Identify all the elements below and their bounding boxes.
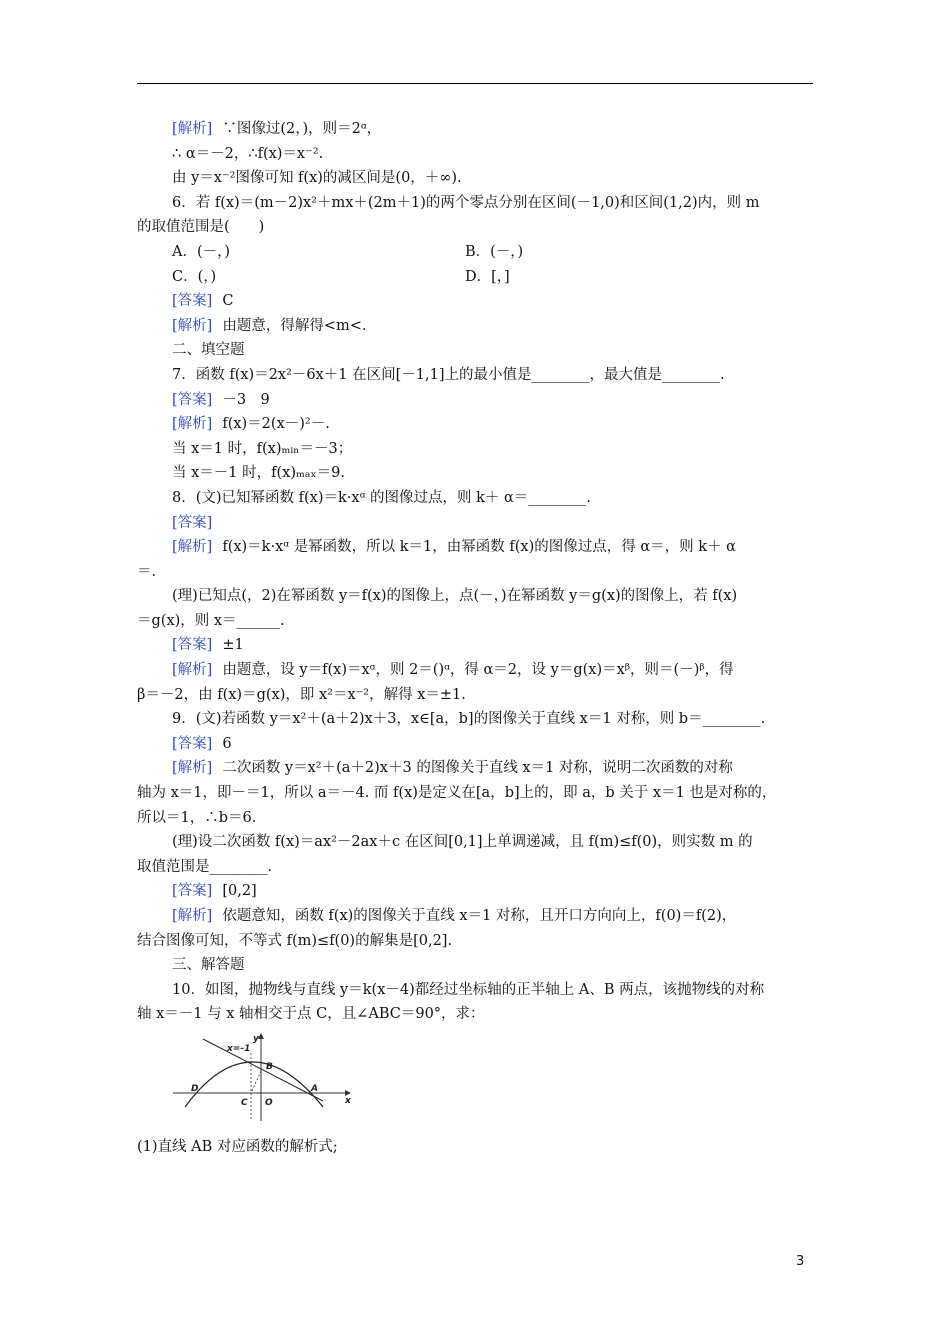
text-block-1 xyxy=(137,117,817,240)
line-text: 由 y＝x⁻²图像可知 f(x)的减区间是(0，＋∞). xyxy=(172,170,462,187)
line-text: 当 x＝1 时，f(x)ₘᵢₙ＝－3； xyxy=(172,440,353,457)
line-text: －3 9 xyxy=(222,391,270,408)
line-text: (理)已知点(，2)在幂函数 y＝f(x)的图像上，点(－，)在幂函数 y＝g(x)的图像上，若 f(x) xyxy=(172,588,738,605)
text-line xyxy=(137,707,817,732)
document-body xyxy=(137,117,817,1160)
option-d: D．[，] xyxy=(465,268,510,285)
line-text: 10．如图，抛物线与直线 y＝k(x－4)都经过坐标轴的正半轴上 A、B 两点，该抛物线的对称 xyxy=(172,981,765,998)
answer-tag: [解析] xyxy=(172,662,213,679)
text-line xyxy=(137,584,817,609)
options-row-2 xyxy=(137,265,817,290)
text-line xyxy=(137,683,817,708)
text-line xyxy=(137,830,817,855)
answer-tag: [答案] xyxy=(172,391,213,408)
line-text: 8．(文)已知幂函数 f(x)＝k·xᵅ 的图像过点，则 k＋ α＝________. xyxy=(172,489,591,506)
text-line xyxy=(137,879,817,904)
option-c: C．(，) xyxy=(172,268,217,285)
text-line xyxy=(137,289,817,314)
line-text: 二、填空题 xyxy=(172,342,245,359)
option-a: A．(－，) xyxy=(172,243,231,260)
label-d: D xyxy=(191,1083,199,1094)
answer-tag: [解析] xyxy=(172,416,213,433)
question-part-1: (1)直线 AB 对应函数的解析式; xyxy=(137,1138,338,1155)
parabola-figure xyxy=(173,1031,353,1123)
text-line xyxy=(137,412,817,437)
text-line xyxy=(137,929,817,954)
text-line xyxy=(137,781,817,806)
text-line xyxy=(137,437,817,462)
answer-tag: [答案] xyxy=(172,735,213,752)
text-line xyxy=(137,535,817,560)
line-text: 三、解答题 xyxy=(172,957,245,974)
text-line xyxy=(137,560,817,585)
label-y: y xyxy=(253,1033,259,1044)
text-line xyxy=(137,314,817,339)
line-text: 9．(文)若函数 y＝x²＋(a＋2)x＋3，x∈[a，b]的图像关于直线 x＝1 对称，则 b＝________. xyxy=(172,711,766,728)
line-text: f(x)＝k·xᵅ 是幂函数，所以 k＝1，由幂函数 f(x)的图像过点，得 α＝，则 k＋ α xyxy=(222,539,736,556)
answer-tag: [答案] xyxy=(172,293,213,310)
answer-tag: [答案] xyxy=(172,514,213,531)
line-text: 所以＝1，∴b＝6. xyxy=(137,809,257,826)
line-text: ＝g(x)，则 x＝______. xyxy=(137,612,285,629)
text-line xyxy=(137,756,817,781)
page-number: 3 xyxy=(796,1254,805,1269)
text-line xyxy=(137,609,817,634)
text-line xyxy=(137,215,817,240)
text-line xyxy=(137,633,817,658)
text-line xyxy=(137,461,817,486)
figure-svg xyxy=(173,1031,353,1123)
answer-tag: [解析] xyxy=(172,908,213,924)
line-text: ±1 xyxy=(222,637,244,654)
text-line xyxy=(137,166,817,191)
text-line xyxy=(137,658,817,683)
text-line xyxy=(137,904,817,929)
text-line xyxy=(137,142,817,167)
line-ab xyxy=(203,1039,323,1101)
text-line xyxy=(137,511,817,536)
line-text: ∴ α＝－2，∴f(x)＝x⁻². xyxy=(172,145,324,162)
line-text: 6．若 f(x)＝(m－2)x²＋mx＋(2m＋1)的两个零点分别在区间(－1,0)和区间(1,2)内，则 m xyxy=(172,194,760,211)
line-text: f(x)＝2(x－)²－. xyxy=(222,416,330,433)
line-text: 当 x＝－1 时，f(x)ₘₐₓ＝9. xyxy=(172,465,345,482)
label-b: B xyxy=(266,1061,273,1072)
option-b: B．(－，) xyxy=(465,243,524,260)
line-text: 依题意知，函数 f(x)的图像关于直线 x＝1 对称，且开口方向向上，f(0)＝f(2)， xyxy=(222,908,737,924)
text-line xyxy=(137,363,817,388)
answer-tag: [答案] xyxy=(172,883,213,900)
line-text: β＝－2，由 f(x)＝g(x)，即 x²＝x⁻²，解得 x＝±1. xyxy=(137,686,466,703)
line-text: 的取值范围是( ) xyxy=(137,219,265,236)
parabola-curve xyxy=(185,1062,323,1107)
segment-bc xyxy=(251,1071,261,1093)
answer-tag: [答案] xyxy=(172,637,213,654)
line-text: (理)设二次函数 f(x)＝ax²－2ax＋c 在区间[0,1]上单调递减，且 f(m)≤f(0)，则实数 m 的 xyxy=(172,834,753,851)
y-axis-arrow xyxy=(258,1033,264,1039)
text-line xyxy=(137,953,817,978)
label-symmetry-axis: x=-1 xyxy=(227,1043,251,1054)
text-line xyxy=(137,486,817,511)
text-line xyxy=(137,855,817,880)
label-a: A xyxy=(311,1083,318,1094)
line-text: 结合图像可知，不等式 f(m)≤f(0)的解集是[0,2]. xyxy=(137,932,453,949)
text-line xyxy=(137,978,817,1003)
text-line xyxy=(137,1002,817,1027)
label-o: O xyxy=(265,1097,273,1108)
label-c: C xyxy=(241,1097,248,1108)
text-line xyxy=(137,117,817,142)
answer-tag: [解析] xyxy=(172,317,213,334)
answer-tag: [解析] xyxy=(172,539,213,556)
line-text: 6 xyxy=(222,735,232,752)
line-text: 7．函数 f(x)＝2x²－6x＋1 在区间[－1,1]上的最小值是________，最大值是________. xyxy=(172,366,725,383)
text-line xyxy=(137,338,817,363)
line-text: 由题意，设 y＝f(x)＝xᵅ，则 2＝()ᵅ，得 α＝2，设 y＝g(x)＝xᵝ，则＝(－)ᵝ，得 xyxy=(222,662,734,679)
line-text: 轴为 x＝1，即－＝1，所以 a＝－4. 而 f(x)是定义在[a，b]上的，即 a，b 关于 x＝1 也是对称的， xyxy=(137,785,777,802)
text-line xyxy=(137,191,817,216)
header-rule xyxy=(137,83,813,84)
line-text: ＝. xyxy=(137,563,157,580)
line-text: 二次函数 y＝x²＋(a＋2)x＋3 的图像关于直线 x＝1 对称，说明二次函数的对称 xyxy=(222,760,733,777)
line-text: 轴 x＝－1 与 x 轴相交于点 C，且∠ABC＝90°，求： xyxy=(137,1006,485,1023)
text-line xyxy=(137,806,817,831)
line-text: ∵图像过(2，)，则＝2ᵅ， xyxy=(222,121,382,137)
options-row-1 xyxy=(137,240,817,265)
answer-tag: [解析] xyxy=(172,760,213,777)
line-text: C xyxy=(222,293,234,310)
line-text: 由题意，得解得<m<. xyxy=(222,317,367,334)
text-line xyxy=(137,388,817,413)
text-block-2 xyxy=(137,289,817,1027)
line-text: 取值范围是________. xyxy=(137,858,273,875)
line-text: [0,2] xyxy=(222,883,257,900)
answer-tag: [解析] xyxy=(172,121,213,137)
label-x: x xyxy=(345,1095,351,1106)
text-line xyxy=(137,732,817,757)
